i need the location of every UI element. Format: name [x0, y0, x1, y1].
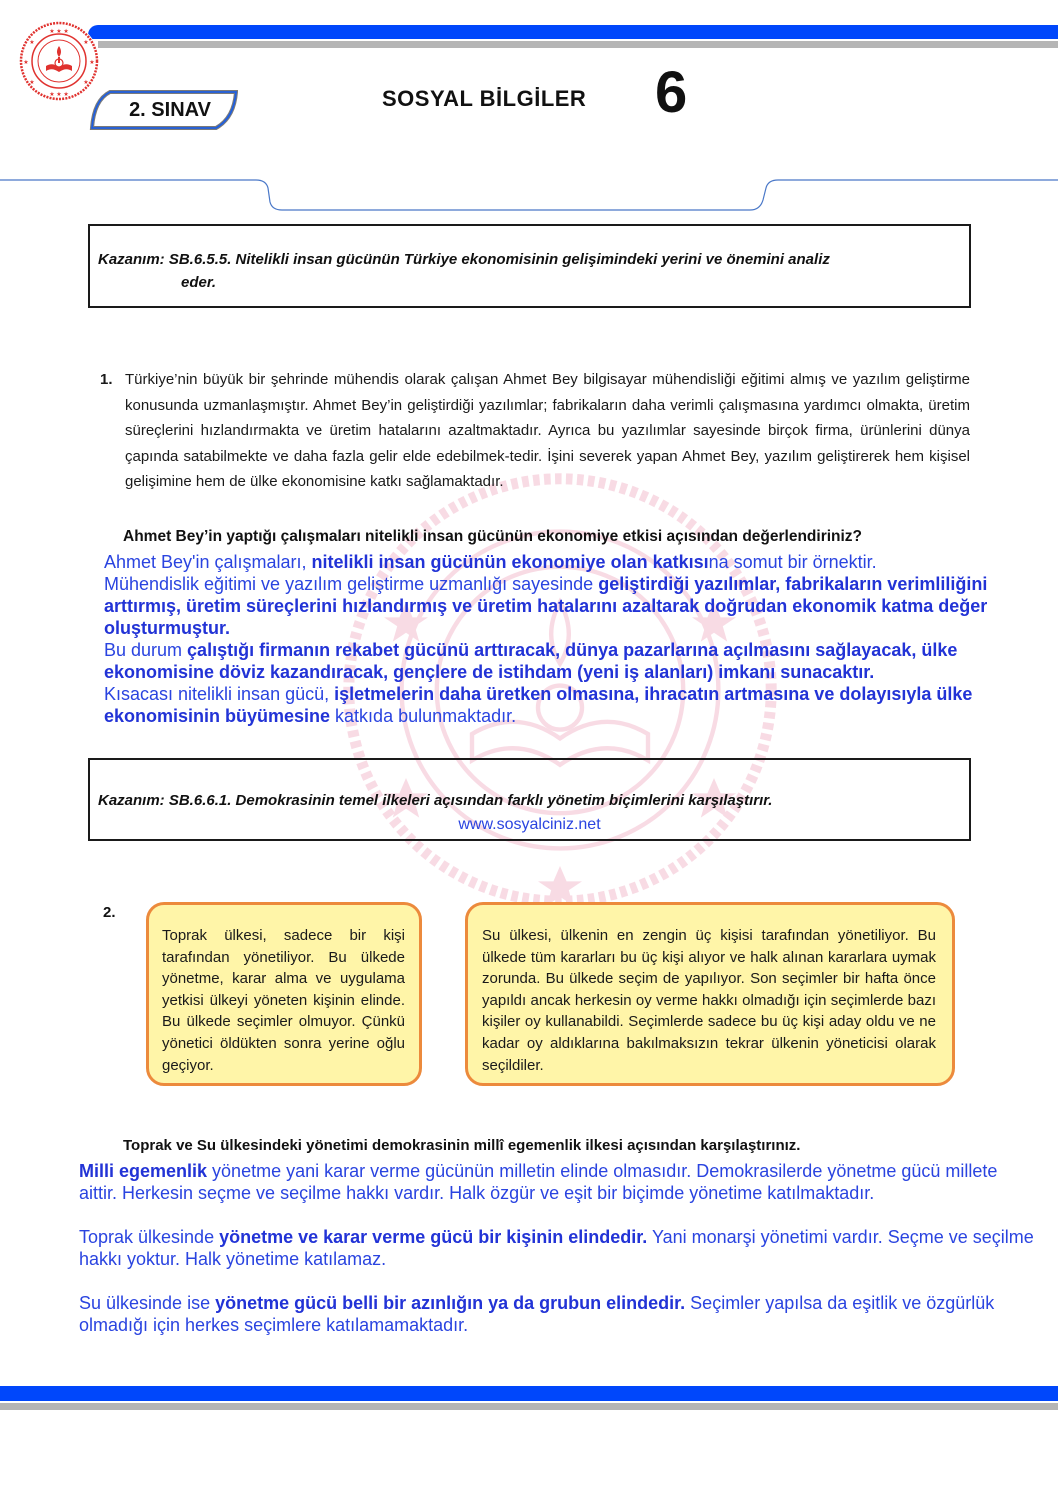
header-divider	[0, 176, 1058, 216]
header-blue-bar	[88, 25, 1058, 39]
objective-text-2: Kazanım: SB.6.6.1. Demokrasinin temel ilkeleri açısından farklı yönetim biçimlerini karşılaştırır.	[98, 792, 773, 809]
question-2-prompt: Toprak ve Su ülkesindeki yönetimi demokrasinin millî egemenlik ilkesi açısından karşılaştırınız.	[123, 1137, 801, 1154]
su-country-card: Su ülkesi, ülkenin en zengin üç kişisi tarafından yönetiliyor. Bu ülkede tüm kararları bu üç kişi alıyor ve halk alınan kararlara uymak zorunda. Bu ülkede seçim de yapılıyor. Son seçimler bir hafta önce yapıldı ancak herkesin oy verme hakkı olmadığı için seçimlerde bazı kişiler oy kullanabildi. Seçimlerde sadece bu üç kişi aday oldu ve ne kadar oy aldıklarına bakılmaksızın tekrar ülkenin yöneticisi olarak seçildiler.	[465, 902, 955, 1086]
svg-text:★: ★	[29, 80, 35, 86]
answer-1-paragraph-4: Kısacası nitelikli insan gücü, işletmelerin daha üretken olmasına, ihracatın artmasına ve dolayısıyla ülke ekonomisinin büyümesine katkıda bulunmaktadır.	[104, 684, 973, 726]
svg-text:★: ★	[23, 60, 29, 66]
answer-2	[79, 1160, 1039, 1358]
learning-objective-box-1	[88, 224, 971, 308]
svg-text:★: ★	[89, 60, 95, 66]
answer-1-paragraph-1: Ahmet Bey'in çalışmaları, nitelikli insan gücünün ekonomiye olan katkısına somut bir örnektir.	[104, 552, 877, 572]
answer-1	[104, 551, 1044, 727]
grade-number: 6	[655, 60, 688, 125]
website-link[interactable]: www.sosyalciniz.net	[458, 816, 601, 833]
toprak-country-card: Toprak ülkesi, sadece bir kişi tarafından yönetiliyor. Bu ülkede yönetme, karar alma ve uygulama yetkisi ülkeyi yöneten kişinin elinde. Bu ülkede seçimler olmuyor. Çünkü yönetici öldükten sonra yerine oğlu geçiyor.	[146, 902, 422, 1086]
header-gray-bar	[98, 41, 1058, 48]
question-1-text: Türkiye’nin büyük bir şehrinde mühendis olarak çalışan Ahmet Bey bilgisayar mühendisliği eğitimi almış ve yazılım geliştirme konusunda uzmanlaşmıştır. Ahmet Bey’in geliştirdiği yazılımlar; fabrikaların daha verimli çalışmasına yardımcı olmakta, üretim süreçlerini hızlandırmakta ve üretim hatalarını azaltmaktadır. Ayrıca bu yazılımlar sayesinde birçok firma, ürünlerini dünya çapında satabilmekte ve daha fazla gelir elde edebilmek-tedir. İşini severek yapan Ahmet Bey, yazılım geliştirerek hem kişisel gelişimine hem de ülke ekonomisine katkı sağlamaktadır.	[125, 371, 970, 490]
subject-title: SOSYAL BİLGİLER	[382, 86, 587, 111]
footer-blue-bar	[0, 1386, 1058, 1401]
question-1	[100, 367, 970, 495]
footer-gray-bar	[0, 1403, 1058, 1410]
objective-text-1: Kazanım: SB.6.5.5. Nitelikli insan gücünün Türkiye ekonomisinin gelişimindeki yerini ve önemini analiz	[98, 251, 830, 268]
answer-2-paragraph-3: Su ülkesinde ise yönetme gücü belli bir azınlığın ya da grubun elindedir. Seçimler yapılsa da eşitlik ve özgürlük olmadığı için herkes seçimlere katılamamaktadır.	[79, 1293, 995, 1335]
exam-badge	[88, 88, 238, 132]
question-1-prompt: Ahmet Bey’in yaptığı çalışmaları nitelikli insan gücünün ekonomiye etkisi açısından değerlendiriniz?	[123, 528, 863, 545]
answer-2-paragraph-1: Milli egemenlik yönetme yani karar verme gücünün milletin elinde olmasıdır. Demokrasilerde yönetme gücü millete aittir. Herkesin seçme ve seçilme hakkı vardır. Halk özgür ve eşit bir biçimde yönetime katılmaktadır.	[79, 1161, 998, 1203]
svg-text:★: ★	[29, 40, 35, 46]
svg-text:★: ★	[83, 40, 89, 46]
exam-label: 2. SINAV	[129, 98, 211, 121]
answer-1-paragraph-3: Bu durum çalıştığı firmanın rekabet gücünü arttıracak, dünya pazarlarına açılmasını sağlayacak, ülke ekonomisine döviz kazandıracak, gençlere de istihdam (yeni iş alanları) imkanı sunacaktır.	[104, 640, 958, 682]
objective-text-1-cont: eder.	[181, 274, 217, 291]
svg-text:★ ★ ★: ★ ★ ★	[49, 29, 69, 35]
svg-text:★: ★	[83, 80, 89, 86]
answer-1-paragraph-2: Mühendislik eğitimi ve yazılım geliştirme uzmanlığı sayesinde geliştirdiği yazılımlar, fabrikaların verimliliğini arttırmış, üretim süreçlerini hızlandırmış ve üretim hatalarını azaltarak doğrudan ekonomik katma değer oluşturmuştur.	[104, 574, 988, 638]
question-number-1: 1.	[100, 371, 113, 388]
question-number-2: 2.	[103, 904, 116, 921]
learning-objective-box-2	[88, 758, 971, 841]
svg-text:★ ★ ★: ★ ★ ★	[49, 92, 69, 98]
answer-2-paragraph-2: Toprak ülkesinde yönetme ve karar verme gücü bir kişinin elindedir. Yani monarşi yönetimi vardır. Seçme ve seçilme hakkı yoktur. Halk yönetime katılamaz.	[79, 1227, 1034, 1269]
